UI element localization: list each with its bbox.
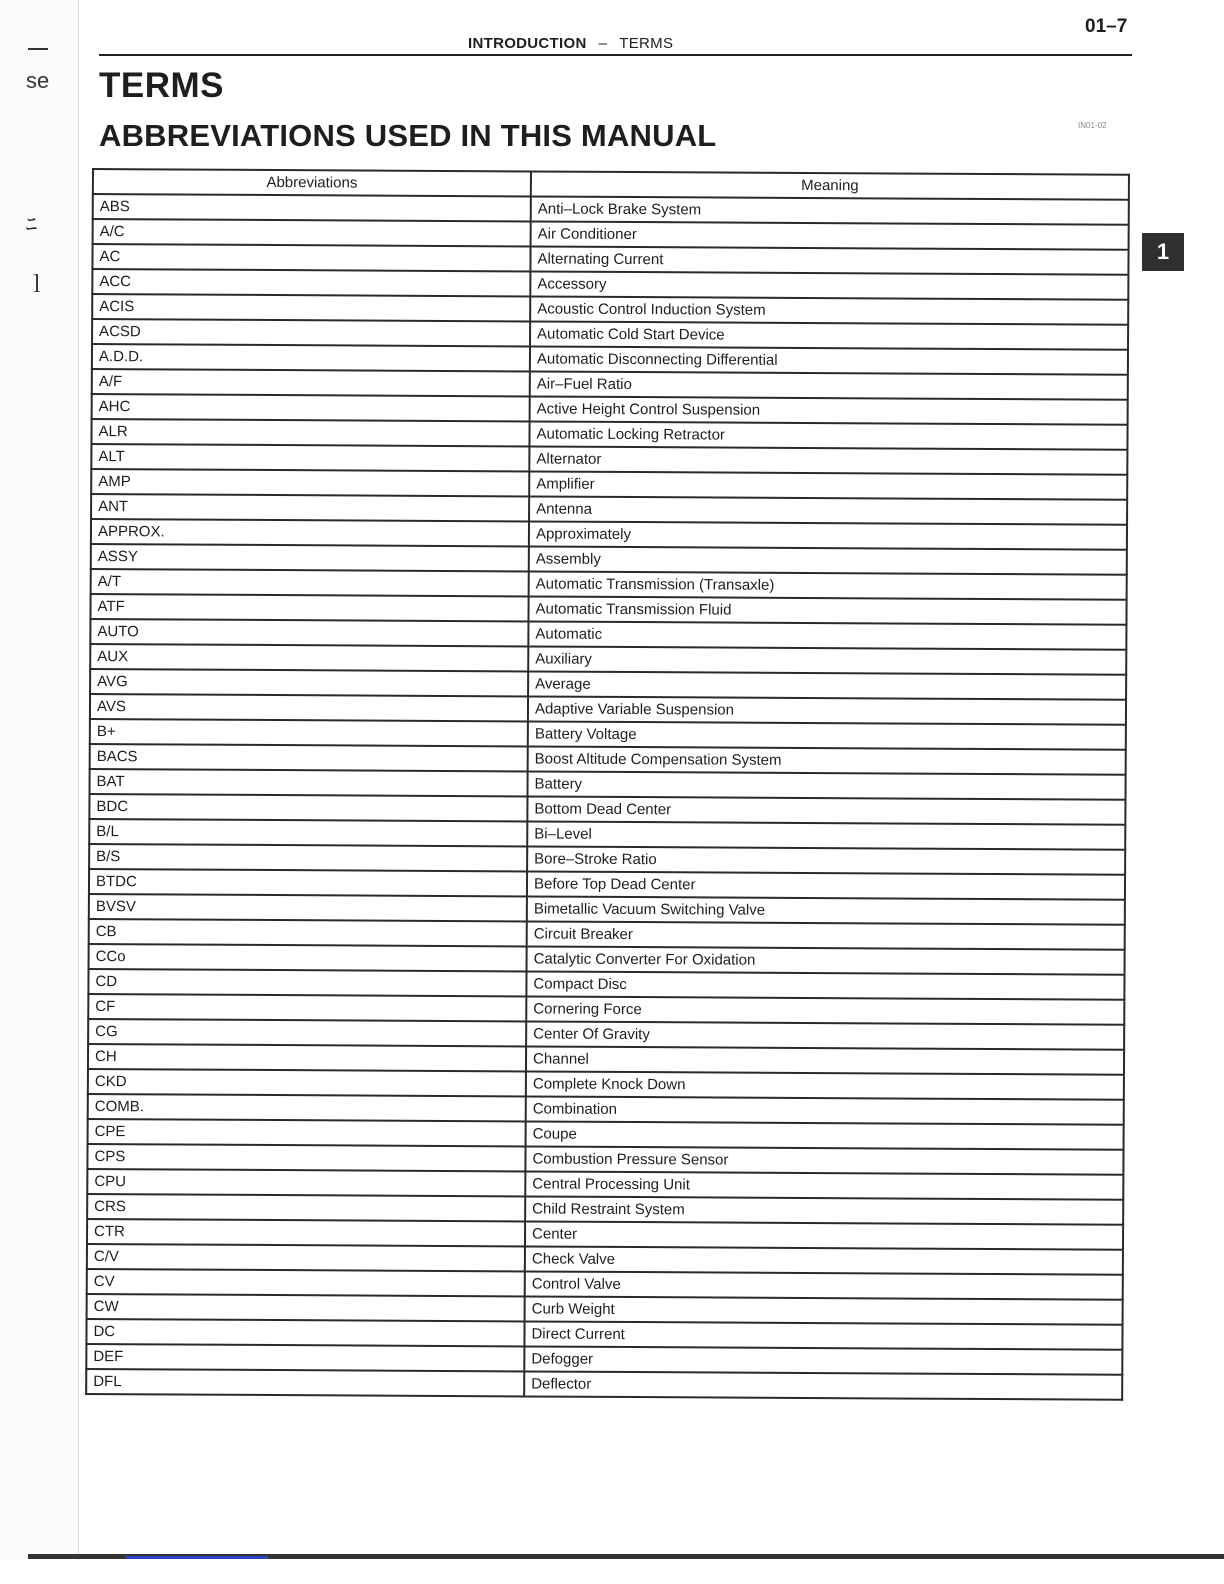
- meaning-cell: Automatic Transmission Fluid: [528, 596, 1126, 624]
- abbreviation-cell: BACS: [90, 744, 528, 771]
- meaning-cell: Automatic Disconnecting Differential: [530, 346, 1128, 374]
- header-separator: –: [598, 35, 608, 52]
- meaning-cell: Child Restraint System: [525, 1196, 1123, 1224]
- abbreviation-cell: CCo: [89, 944, 527, 971]
- meaning-cell: Combination: [526, 1096, 1124, 1124]
- abbreviation-cell: AC: [92, 244, 530, 271]
- meaning-cell: Check Valve: [525, 1246, 1123, 1274]
- abbreviation-cell: BTDC: [89, 869, 527, 896]
- abbreviation-cell: DC: [86, 1319, 524, 1346]
- margin-text-fragment: ﾆ: [26, 212, 38, 237]
- section-subtitle: ABBREVIATIONS USED IN THIS MANUAL: [99, 118, 717, 153]
- meaning-cell: Coupe: [526, 1121, 1124, 1149]
- table-body: [86, 194, 1129, 1400]
- abbreviation-cell: CV: [87, 1269, 525, 1296]
- abbreviations-table: [85, 168, 1130, 1401]
- meaning-cell: Curb Weight: [525, 1296, 1123, 1324]
- abbreviation-cell: C/V: [87, 1244, 525, 1271]
- abbreviation-cell: A/F: [92, 369, 530, 396]
- meaning-cell: Automatic Transmission (Transaxle): [529, 571, 1127, 599]
- meaning-cell: Antenna: [529, 496, 1127, 524]
- meaning-cell: Cornering Force: [526, 996, 1124, 1024]
- abbreviation-cell: ALR: [91, 419, 529, 446]
- meaning-cell: Deflector: [524, 1371, 1122, 1399]
- abbreviation-cell: ANT: [91, 494, 529, 521]
- abbreviation-cell: DEF: [86, 1344, 524, 1371]
- meaning-cell: Approximately: [529, 521, 1127, 549]
- meaning-cell: Air Conditioner: [531, 221, 1129, 249]
- abbreviation-cell: A/C: [93, 219, 531, 246]
- meaning-cell: Alternator: [529, 446, 1127, 474]
- meaning-cell: Boost Altitude Compensation System: [528, 746, 1126, 774]
- column-header-abbreviations: Abbreviations: [93, 169, 531, 196]
- margin-text-fragment: se: [26, 68, 50, 93]
- abbreviation-cell: BDC: [89, 794, 527, 821]
- running-header: [468, 35, 673, 52]
- meaning-cell: Central Processing Unit: [525, 1171, 1123, 1199]
- abbreviation-cell: CB: [89, 919, 527, 946]
- meaning-cell: Battery Voltage: [528, 721, 1126, 749]
- meaning-cell: Air–Fuel Ratio: [530, 371, 1128, 399]
- abbreviation-cell: AMP: [91, 469, 529, 496]
- footer-accent-line: [126, 1556, 268, 1559]
- meaning-cell: Bimetallic Vacuum Switching Valve: [527, 896, 1125, 924]
- meaning-cell: Active Height Control Suspension: [530, 396, 1128, 424]
- abbreviation-cell: AUX: [90, 644, 528, 671]
- meaning-cell: Average: [528, 671, 1126, 699]
- margin-text-fragment: ｌ: [26, 272, 49, 297]
- abbreviation-cell: AHC: [92, 394, 530, 421]
- abbreviation-cell: AUTO: [90, 619, 528, 646]
- abbreviation-cell: DFL: [86, 1369, 524, 1396]
- abbreviation-cell: CD: [88, 969, 526, 996]
- header-rule: [99, 54, 1132, 56]
- abbreviation-cell: CRS: [87, 1194, 525, 1221]
- abbreviation-cell: ACIS: [92, 294, 530, 321]
- abbreviation-cell: A.D.D.: [92, 344, 530, 371]
- meaning-cell: Battery: [527, 771, 1125, 799]
- meaning-cell: Defogger: [524, 1346, 1122, 1374]
- abbreviation-cell: B+: [90, 719, 528, 746]
- meaning-cell: Circuit Breaker: [527, 921, 1125, 949]
- meaning-cell: Alternating Current: [530, 246, 1128, 274]
- meaning-cell: Direct Current: [524, 1321, 1122, 1349]
- header-topic: TERMS: [619, 35, 674, 52]
- column-header-meaning: Meaning: [531, 171, 1129, 199]
- meaning-cell: Assembly: [529, 546, 1127, 574]
- meaning-cell: Complete Knock Down: [526, 1071, 1124, 1099]
- table-row: [86, 1369, 1122, 1400]
- meaning-cell: Control Valve: [525, 1271, 1123, 1299]
- abbreviation-cell: CPU: [87, 1169, 525, 1196]
- abbreviation-cell: ACSD: [92, 319, 530, 346]
- abbreviation-cell: ASSY: [91, 544, 529, 571]
- meaning-cell: Center: [525, 1221, 1123, 1249]
- abbreviation-cell: ALT: [91, 444, 529, 471]
- reference-code: IN01-02: [1078, 121, 1107, 130]
- abbreviation-cell: AVS: [90, 694, 528, 721]
- abbreviation-cell: COMB.: [88, 1094, 526, 1121]
- abbreviation-cell: ACC: [92, 269, 530, 296]
- meaning-cell: Before Top Dead Center: [527, 871, 1125, 899]
- abbreviation-cell: B/L: [89, 819, 527, 846]
- meaning-cell: Automatic Cold Start Device: [530, 321, 1128, 349]
- abbreviation-cell: ATF: [90, 594, 528, 621]
- abbreviation-cell: AVG: [90, 669, 528, 696]
- meaning-cell: Bi–Level: [527, 821, 1125, 849]
- meaning-cell: Bottom Dead Center: [527, 796, 1125, 824]
- header-section: INTRODUCTION: [468, 35, 587, 52]
- abbreviation-cell: CF: [88, 994, 526, 1021]
- abbreviation-cell: CH: [88, 1044, 526, 1071]
- meaning-cell: Amplifier: [529, 471, 1127, 499]
- meaning-cell: Anti–Lock Brake System: [531, 196, 1129, 224]
- binding-margin: [0, 0, 79, 1560]
- abbreviation-cell: B/S: [89, 844, 527, 871]
- meaning-cell: Accessory: [530, 271, 1128, 299]
- abbreviation-cell: CPE: [88, 1119, 526, 1146]
- abbreviation-cell: ABS: [93, 194, 531, 221]
- meaning-cell: Automatic: [528, 621, 1126, 649]
- abbreviation-cell: CPS: [87, 1144, 525, 1171]
- abbreviation-cell: CG: [88, 1019, 526, 1046]
- abbreviation-cell: A/T: [91, 569, 529, 596]
- meaning-cell: Acoustic Control Induction System: [530, 296, 1128, 324]
- meaning-cell: Automatic Locking Retractor: [529, 421, 1127, 449]
- page-number: 01–7: [1085, 16, 1128, 37]
- page-title: TERMS: [99, 66, 224, 105]
- abbreviation-cell: BAT: [90, 769, 528, 796]
- meaning-cell: Combustion Pressure Sensor: [525, 1146, 1123, 1174]
- meaning-cell: Bore–Stroke Ratio: [527, 846, 1125, 874]
- abbreviation-cell: CTR: [87, 1219, 525, 1246]
- meaning-cell: Center Of Gravity: [526, 1021, 1124, 1049]
- meaning-cell: Catalytic Converter For Oxidation: [527, 946, 1125, 974]
- meaning-cell: Channel: [526, 1046, 1124, 1074]
- margin-dash: [28, 48, 48, 50]
- abbreviation-cell: BVSV: [89, 894, 527, 921]
- chapter-tab-marker: 1: [1142, 233, 1184, 271]
- abbreviation-cell: CW: [87, 1294, 525, 1321]
- abbreviation-cell: CKD: [88, 1069, 526, 1096]
- abbreviation-cell: APPROX.: [91, 519, 529, 546]
- meaning-cell: Auxiliary: [528, 646, 1126, 674]
- meaning-cell: Compact Disc: [526, 971, 1124, 999]
- meaning-cell: Adaptive Variable Suspension: [528, 696, 1126, 724]
